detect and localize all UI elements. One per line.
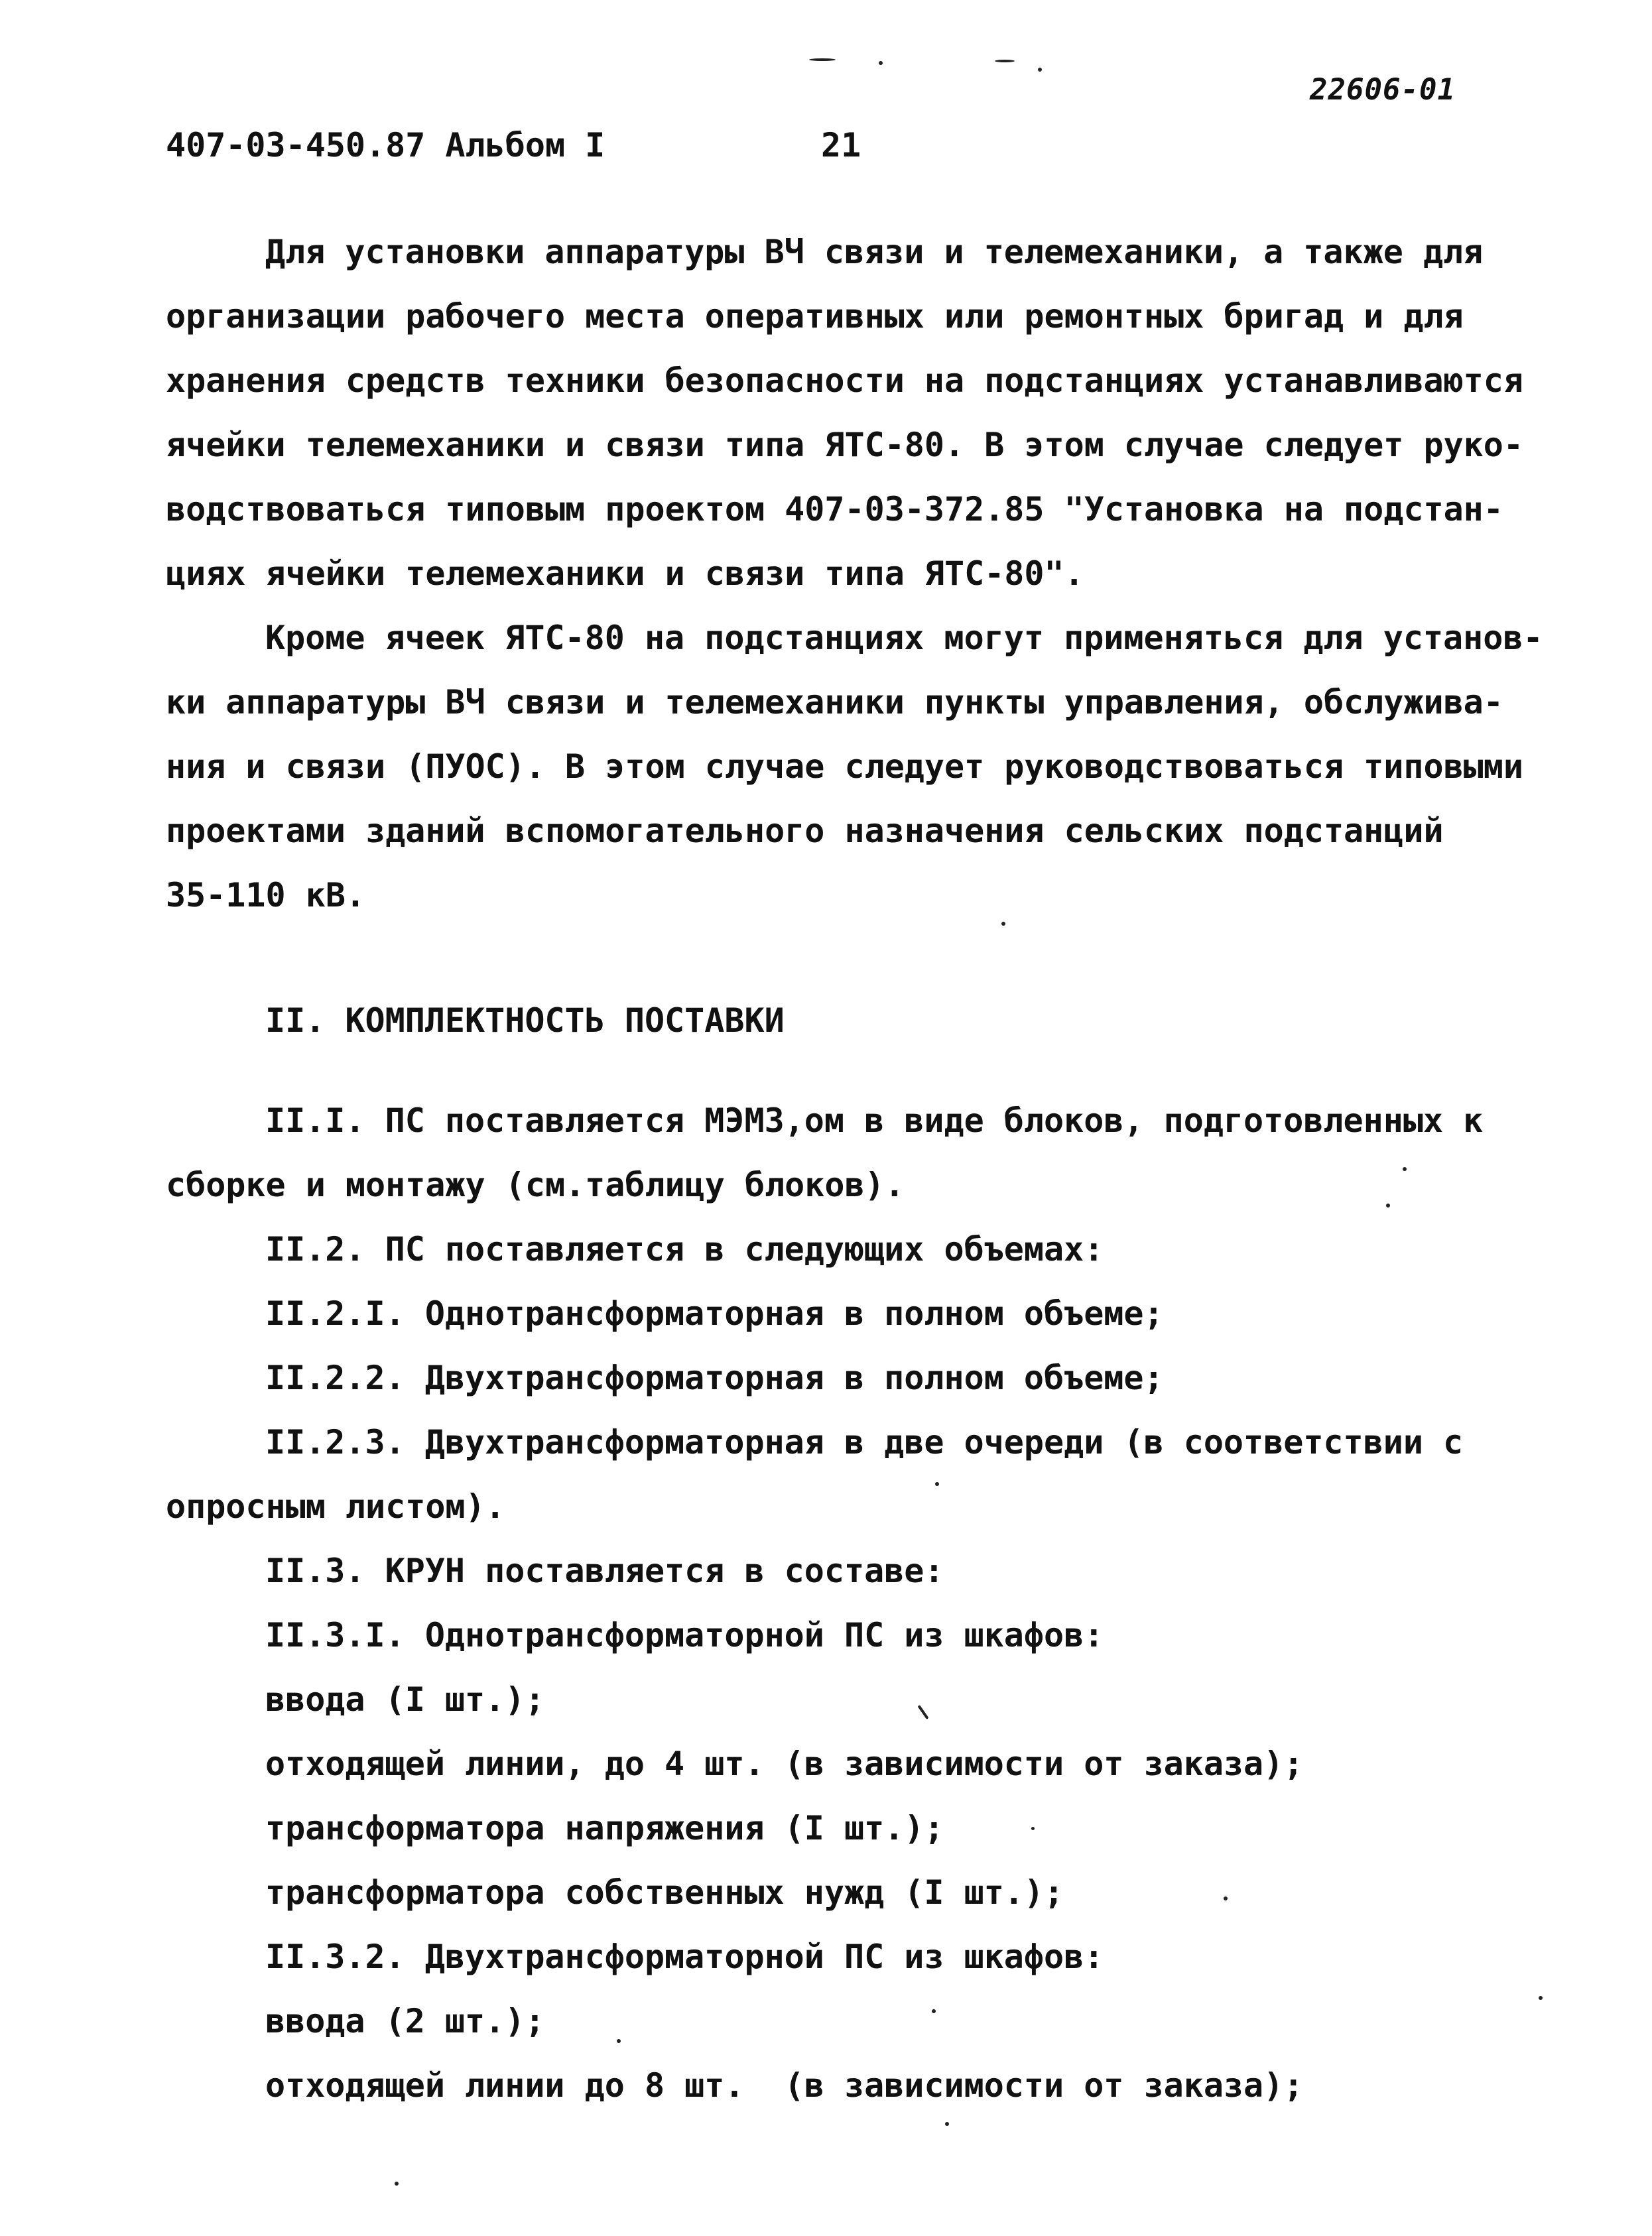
list-item: ввода (I шт.); (265, 1680, 545, 1719)
list-item: II.2.3. Двухтрансформаторная в две очереди (в соответствии с (265, 1423, 1464, 1461)
list-item: II.2. ПС поставляется в следующих объемах: (265, 1230, 1104, 1269)
scan-speck (1539, 1996, 1543, 2000)
list-item: трансформатора напряжения (I шт.); (265, 1809, 944, 1847)
list-item: сборке и монтажу (см.таблицу блоков). (166, 1166, 905, 1204)
list-item: II.3.I. Однотрансформаторной ПС из шкафов: (265, 1616, 1104, 1654)
paragraph2-line: 35-110 кВ. (166, 876, 366, 914)
list-item: отходящей линии до 8 шт. (в зависимости от заказа); (265, 2066, 1304, 2105)
paragraph1-line: Для установки аппаратуры ВЧ связи и телемеханики, а также для (265, 233, 1484, 271)
scan-speck (1386, 1204, 1390, 1208)
list-item: ввода (2 шт.); (265, 2002, 545, 2040)
paragraph1-line: циях ячейки телемеханики и связи типа ЯТС-80". (166, 554, 1084, 593)
scan-speck (932, 2009, 936, 2013)
scan-speck (395, 2182, 399, 2186)
section-heading: II. КОМПЛЕКТНОСТЬ ПОСТАВКИ (265, 1001, 785, 1040)
scan-speck (935, 1482, 939, 1486)
header-reference: 407-03-450.87 Альбом I (166, 126, 605, 164)
paragraph1-line: организации рабочего места оперативных или ремонтных бригад и для (166, 297, 1464, 336)
paragraph1-line: хранения средств техники безопасности на подстанциях устанавливаются (166, 361, 1523, 400)
list-item: II.3.2. Двухтрансформаторной ПС из шкафов: (265, 1938, 1104, 1976)
list-item: II.I. ПС поставляется МЭМЗ,ом в виде блоков, подготовленных к (265, 1101, 1484, 1140)
list-item: отходящей линии, до 4 шт. (в зависимости от заказа); (265, 1745, 1304, 1783)
scan-speck (917, 1705, 928, 1719)
scan-speck (995, 60, 1015, 62)
list-item: II.3. КРУН поставляется в составе: (265, 1552, 944, 1590)
scan-speck (945, 2122, 949, 2126)
scan-speck (879, 61, 883, 65)
paragraph2-line: Кроме ячеек ЯТС-80 на подстанциях могут применяться для установ- (265, 619, 1543, 657)
scan-speck (1038, 68, 1042, 72)
page-number: 21 (821, 126, 861, 164)
list-item: II.2.2. Двухтрансформаторная в полном объеме; (265, 1359, 1164, 1397)
scan-speck (1001, 922, 1005, 926)
list-item: опросным листом). (166, 1487, 505, 1526)
scan-speck (617, 2039, 621, 2043)
list-item: трансформатора собственных нужд (I шт.); (265, 1873, 1064, 1912)
paragraph2-line: ки аппаратуры ВЧ связи и телемеханики пункты управления, обслужива- (166, 683, 1503, 721)
paragraph1-line: водствоваться типовым проектом 407-03-372.85 "Установка на подстан- (166, 490, 1503, 528)
document-code: 22606-01 (1310, 73, 1456, 107)
list-item: II.2.I. Однотрансформаторная в полном объеме; (265, 1294, 1164, 1333)
paragraph2-line: ния и связи (ПУОС). В этом случае следует руководствоваться типовыми (166, 747, 1523, 786)
scan-speck (1224, 1896, 1228, 1900)
scan-speck (1031, 1827, 1035, 1830)
scan-speck (1403, 1167, 1407, 1171)
scan-speck (809, 58, 836, 61)
paragraph2-line: проектами зданий вспомогательного назначения сельских подстанций (166, 812, 1444, 850)
paragraph1-line: ячейки телемеханики и связи типа ЯТС-80. В этом случае следует руко- (166, 426, 1523, 464)
